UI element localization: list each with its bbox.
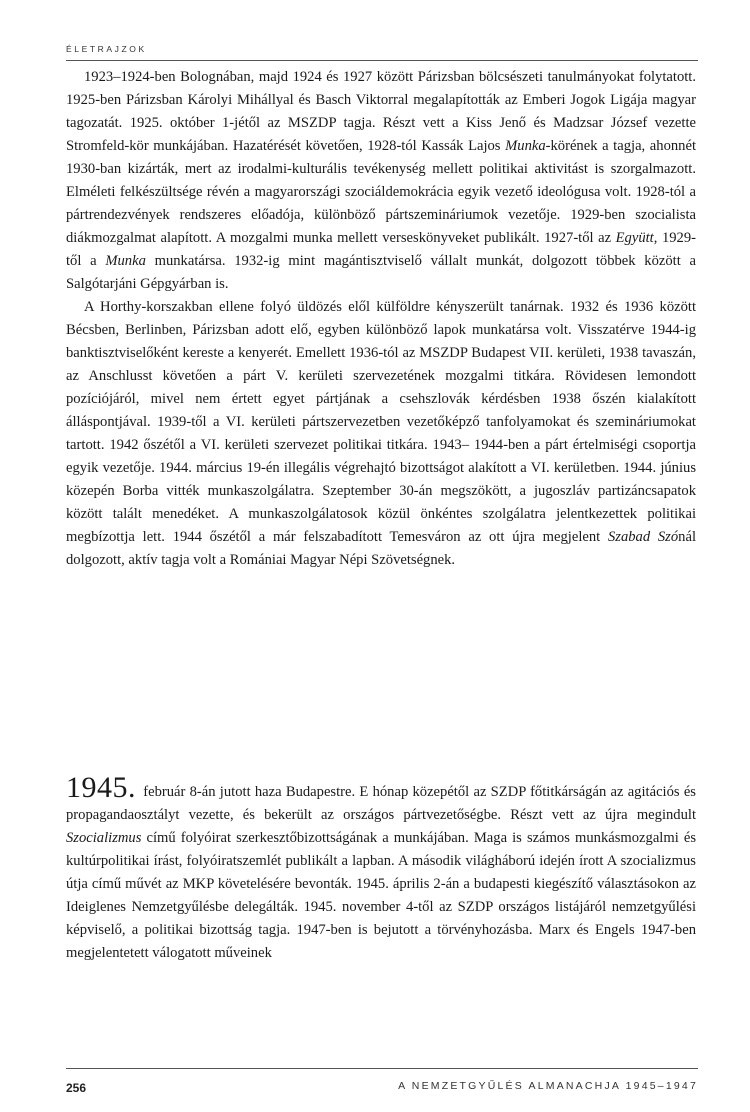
page-number: 256: [66, 1081, 87, 1095]
header-rule: [66, 60, 698, 61]
journal-title-szocializmus: Szocializmus: [66, 830, 142, 846]
running-header: ÉLETRAJZOK: [66, 44, 147, 54]
biography-body: [66, 66, 696, 572]
book-title: A NEMZETGYŰLÉS ALMANACHJA 1945–1947: [398, 1080, 698, 1092]
footer-rule: [66, 1068, 698, 1069]
journal-title-munka-2: Munka: [105, 253, 146, 269]
newspaper-title-szabad-szo: Szabad Szó: [607, 529, 679, 545]
section-1945: [66, 771, 696, 965]
paragraph-1945: 1945. február 8-án jutott haza Budapestre. E hónap közepétől az SZDP főtitkárságán az agitációs és propagandaosztályt vezette, és bekerült az országos pártvezetőségbe. Részt vett az újra megindult Szocializmus című folyóirat szerkesztőbizottságának a munkájában. Maga is számos munkásmozgalmi és kultúrpolitikai írást, folyóiratszemlét publikált a lapban. A második világháború idején írott A szocializmus útja című művét az MKP követelésére bevonták. 1945. április 2-án a budapesti kiegészítő választásokon az Ideiglenes Nemzetgyűlésbe delegálták. 1945. november 4-től az SZDP országos listájáról nemzetgyűlési képviselő, a politikai bizottság tagja. 1947-ben is bejutott a törvényhozásba. Marx és Engels 1947-ben megjelentetett válogatott műveinek: [66, 771, 696, 961]
journal-title-egyutt: Együtt: [615, 230, 654, 246]
paragraph-1: 1923–1924-ben Bolognában, majd 1924 és 1927 között Párizsban bölcsészeti tanulmányokat folytatott. 1925-ben Párizsban Károlyi Mihállyal és Basch Viktorral megalapították az Emberi Jogok Ligája magyar tagozatát. 1925. október 1-jétől az MSZDP tagja. Részt vett a Kiss Jenő és Madzsar József vezette Stromfeld-kör munkájában. Hazatérését követően, 1928-tól Kassák Lajos Munka-körének a tagja, ahonnét 1930-ban kizárták, mert az irodalmi-kulturális tevékenység mellett politikai aktivitást is szorgalmazott. Elméleti felkészültsége révén a magyarországi szociáldemokrácia egyik vezető ideológusa volt. 1928-tól a pártrendezvények rendszeres előadója, különböző pártszemináriumok vezetője. 1929-ben szocialista diákmozgalmat alapított. A mozgalmi munka mellett verseskönyveket publikált. 1927-től az Együtt, 1929-től a Munka munkatársa. 1932-ig mint magántisztviselő vállalt munkát, dolgozott többek között a Salgótarjáni Gépgyárban is.: [66, 69, 696, 292]
paragraph-2: A Horthy-korszakban ellene folyó üldözés elől külföldre kényszerült tanárnak. 1932 és 1936 között Bécsben, Berlinben, Párizsban adott elő, egyben különböző lapok munkatársa volt. Visszatérve 1944-ig banktisztviselőként kereste a kenyerét. Emellett 1936-tól az MSZDP Budapest VII. kerületi, 1938 tavaszán, az Anschlusst követően a párt V. kerületi szervezetének mozgalmi titkára. Rövidesen lemondott pozíciójáról, mivel nem értett egyet pártjának a csehszlovák kérdésben 1938 őszén kialakított álláspontjával. 1939-től a VI. kerületi pártszervezetben vezetőképző tanfolyamokat és szemináriumokat tartott. 1942 őszétől a VI. kerületi szervezet politikai titkára. 1943– 1944-ben a párt értelmiségi csoportja egyik vezetője. 1944. március 19-én illegális végrehajtó bizottságot alakított a VI. kerületben. 1944. június közepén Borba vitték munkaszolgálatra. Szeptember 30-án megszökött, a jugoszláv partizáncsapatok között talált menedéket. A munkaszolgálatosok közül önkéntes szolgálatra jelentkezettek politikai megbízottja lett. 1944 őszétől a már felszabadított Temesváron az ott újra megjelent Szabad Szónál dolgozott, aktív tagja volt a Romániai Magyar Népi Szövetségnek.: [66, 299, 697, 568]
journal-title-munka: Munka: [505, 138, 546, 154]
section-year-heading: 1945.: [66, 771, 136, 804]
